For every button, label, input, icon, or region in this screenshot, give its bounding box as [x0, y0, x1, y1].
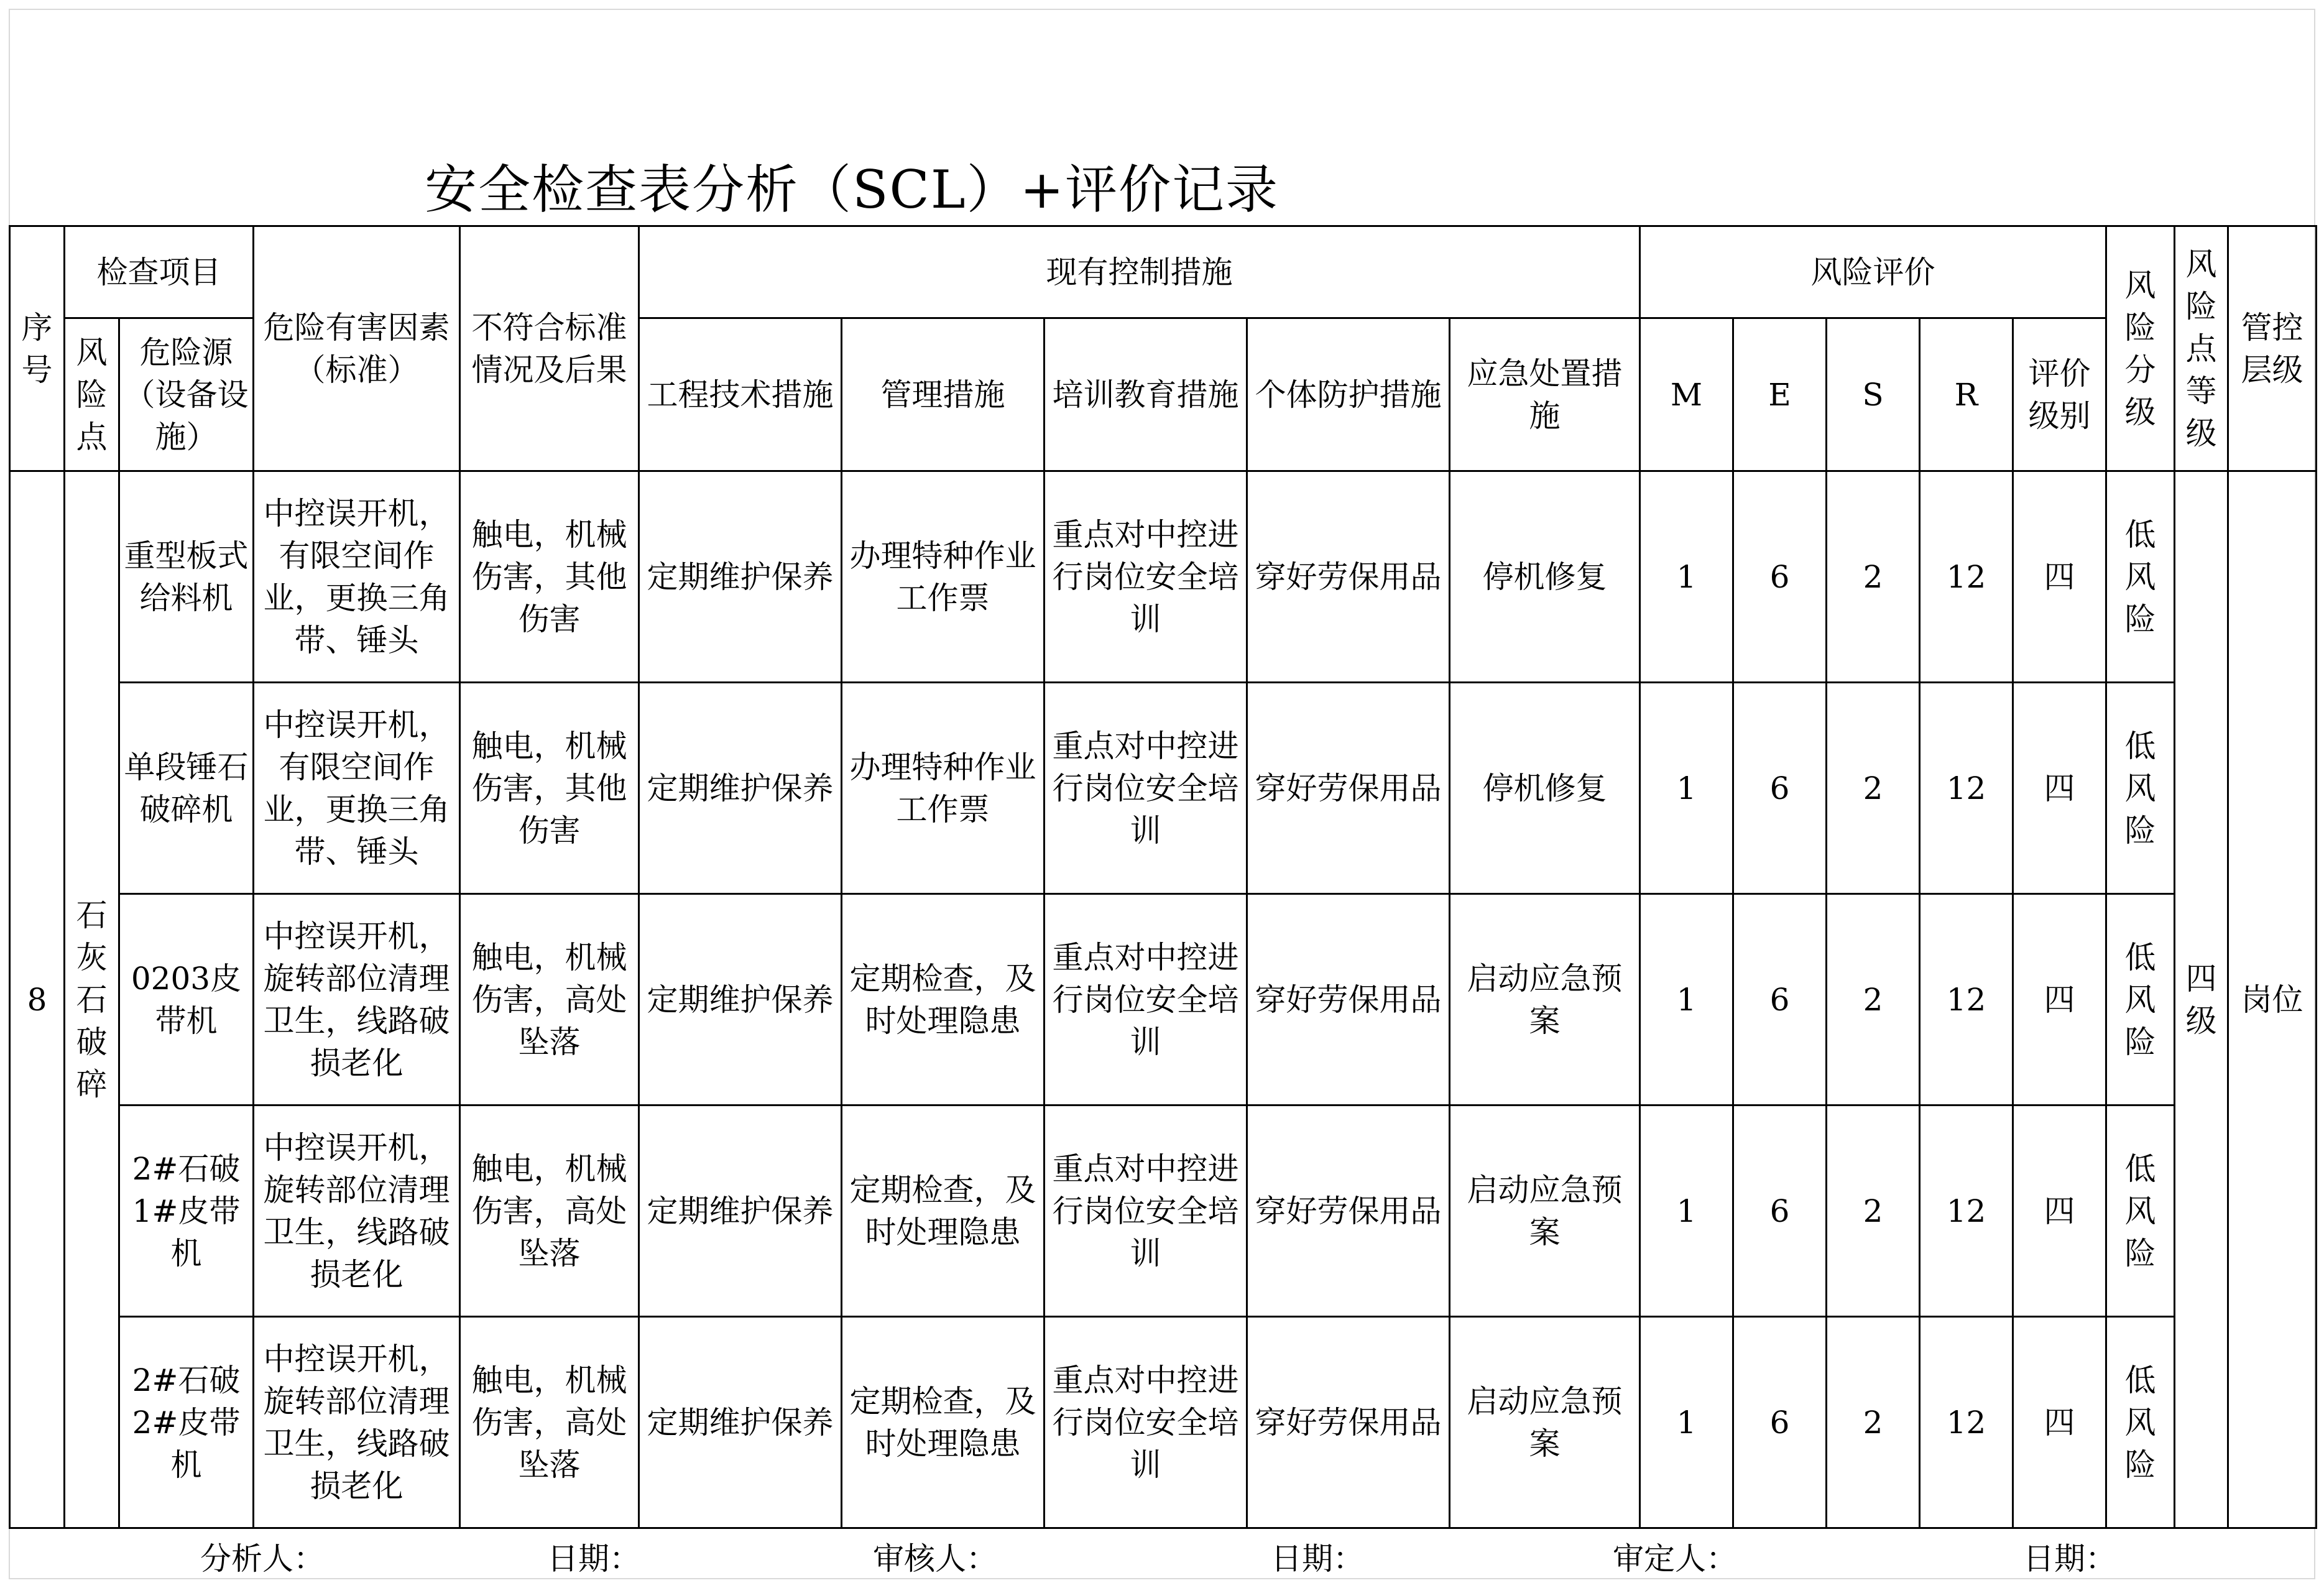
document-title: 安全检查表分析（SCL）+评价记录 [425, 159, 1279, 220]
cell-emergency: 启动应急预案 [1450, 1106, 1640, 1317]
cell-management: 办理特种作业工作票 [842, 471, 1044, 683]
cell-m: 1 [1640, 1106, 1733, 1317]
header-hazard-source: 危险源（设备设施） [119, 318, 254, 471]
cell-ppe: 穿好劳保用品 [1247, 1317, 1450, 1528]
cell-r: 12 [1920, 1106, 2013, 1317]
cell-s: 2 [1827, 1317, 1920, 1528]
cell-nonconformity: 触电，机械伤害，高处坠落 [460, 1317, 639, 1528]
cell-emergency: 启动应急预案 [1450, 894, 1640, 1106]
cell-training: 重点对中控进行岗位安全培训 [1044, 1106, 1247, 1317]
group-control-level: 岗位 [2228, 471, 2317, 1528]
cell-risk-class: 低风险 [2106, 1106, 2175, 1317]
header-e: E [1733, 318, 1827, 471]
cell-risk-class: 低风险 [2106, 1317, 2175, 1528]
cell-management: 定期检查，及时处理隐患 [842, 1317, 1044, 1528]
header-nonconformity: 不符合标准情况及后果 [460, 226, 639, 471]
header-training: 培训教育措施 [1044, 318, 1247, 471]
cell-ppe: 穿好劳保用品 [1247, 894, 1450, 1106]
cell-s: 2 [1827, 894, 1920, 1106]
cell-hazard-source: 2#石破2#皮带机 [119, 1317, 254, 1528]
cell-hazard-factor: 中控误开机，旋转部位清理卫生，线路破损老化 [254, 1317, 460, 1528]
cell-hazard-source: 单段锤石破碎机 [119, 683, 254, 894]
header-risk-class: 风险分级 [2106, 226, 2175, 471]
date-label-2: 日期： [1271, 1541, 1364, 1577]
header-hazard-factor: 危险有害因素（标准） [254, 226, 460, 471]
date-label-1: 日期： [547, 1541, 640, 1577]
cell-training: 重点对中控进行岗位安全培训 [1044, 471, 1247, 683]
cell-management: 定期检查，及时处理隐患 [842, 894, 1044, 1106]
cell-risk-class: 低风险 [2106, 683, 2175, 894]
table-row [10, 1106, 2317, 1317]
cell-s: 2 [1827, 471, 1920, 683]
header-emergency: 应急处置措施 [1450, 318, 1640, 471]
header-eval-level: 评价级别 [2013, 318, 2106, 471]
approver-label: 审定人： [1613, 1541, 1737, 1577]
header-engineering: 工程技术措施 [639, 318, 842, 471]
cell-r: 12 [1920, 683, 2013, 894]
header-risk-point: 风险点 [65, 318, 119, 471]
cell-e: 6 [1733, 894, 1827, 1106]
cell-engineering: 定期维护保养 [639, 683, 842, 894]
analyst-label: 分析人： [200, 1541, 325, 1577]
header-check-item: 检查项目 [65, 226, 254, 318]
cell-engineering: 定期维护保养 [639, 894, 842, 1106]
cell-e: 6 [1733, 683, 1827, 894]
cell-training: 重点对中控进行岗位安全培训 [1044, 1317, 1247, 1528]
header-row-1 [10, 226, 2317, 318]
cell-management: 办理特种作业工作票 [842, 683, 1044, 894]
signature-footer [9, 1531, 2315, 1587]
cell-hazard-source: 2#石破1#皮带机 [119, 1106, 254, 1317]
cell-eval-level: 四 [2013, 1317, 2106, 1528]
cell-nonconformity: 触电，机械伤害，高处坠落 [460, 894, 639, 1106]
cell-engineering: 定期维护保养 [639, 471, 842, 683]
cell-e: 6 [1733, 1317, 1827, 1528]
cell-r: 12 [1920, 471, 2013, 683]
header-risk-eval: 风险评价 [1640, 226, 2106, 318]
cell-s: 2 [1827, 1106, 1920, 1317]
date-label-3: 日期： [2023, 1541, 2116, 1577]
table-row [10, 894, 2317, 1106]
cell-eval-level: 四 [2013, 683, 2106, 894]
cell-eval-level: 四 [2013, 1106, 2106, 1317]
group-seq: 8 [10, 471, 65, 1528]
cell-emergency: 停机修复 [1450, 471, 1640, 683]
group-risk-point-grade: 四级 [2175, 471, 2228, 1528]
header-ppe: 个体防护措施 [1247, 318, 1450, 471]
header-r: R [1920, 318, 2013, 471]
cell-e: 6 [1733, 471, 1827, 683]
cell-nonconformity: 触电，机械伤害，高处坠落 [460, 1106, 639, 1317]
cell-r: 12 [1920, 1317, 2013, 1528]
cell-emergency: 启动应急预案 [1450, 1317, 1640, 1528]
cell-risk-class: 低风险 [2106, 894, 2175, 1106]
header-management: 管理措施 [842, 318, 1044, 471]
cell-hazard-factor: 中控误开机，有限空间作业，更换三角带、锤头 [254, 683, 460, 894]
header-risk-point-grade: 风险点等级 [2175, 226, 2228, 471]
cell-r: 12 [1920, 894, 2013, 1106]
cell-engineering: 定期维护保养 [639, 1317, 842, 1528]
cell-emergency: 停机修复 [1450, 683, 1640, 894]
cell-m: 1 [1640, 894, 1733, 1106]
cell-m: 1 [1640, 1317, 1733, 1528]
cell-e: 6 [1733, 1106, 1827, 1317]
header-control-level: 管控层级 [2228, 226, 2317, 471]
table-row [10, 683, 2317, 894]
cell-hazard-factor: 中控误开机，有限空间作业，更换三角带、锤头 [254, 471, 460, 683]
cell-risk-class: 低风险 [2106, 471, 2175, 683]
header-seq: 序号 [10, 226, 65, 471]
group-risk-point: 石灰石破碎 [65, 471, 119, 1528]
cell-m: 1 [1640, 471, 1733, 683]
cell-training: 重点对中控进行岗位安全培训 [1044, 894, 1247, 1106]
cell-hazard-factor: 中控误开机，旋转部位清理卫生，线路破损老化 [254, 894, 460, 1106]
cell-nonconformity: 触电，机械伤害，其他伤害 [460, 683, 639, 894]
cell-hazard-source: 重型板式给料机 [119, 471, 254, 683]
header-existing-controls: 现有控制措施 [639, 226, 1640, 318]
cell-engineering: 定期维护保养 [639, 1106, 842, 1317]
cell-training: 重点对中控进行岗位安全培训 [1044, 683, 1247, 894]
cell-ppe: 穿好劳保用品 [1247, 683, 1450, 894]
cell-ppe: 穿好劳保用品 [1247, 1106, 1450, 1317]
cell-management: 定期检查，及时处理隐患 [842, 1106, 1044, 1317]
reviewer-label: 审核人： [873, 1541, 997, 1577]
cell-ppe: 穿好劳保用品 [1247, 471, 1450, 683]
table-row [10, 471, 2317, 683]
table-row [10, 1317, 2317, 1528]
header-m: M [1640, 318, 1733, 471]
header-s: S [1827, 318, 1920, 471]
cell-eval-level: 四 [2013, 471, 2106, 683]
cell-nonconformity: 触电，机械伤害，其他伤害 [460, 471, 639, 683]
cell-hazard-factor: 中控误开机，旋转部位清理卫生，线路破损老化 [254, 1106, 460, 1317]
scl-table [9, 225, 2317, 1529]
cell-hazard-source: 0203皮带机 [119, 894, 254, 1106]
cell-s: 2 [1827, 683, 1920, 894]
cell-m: 1 [1640, 683, 1733, 894]
cell-eval-level: 四 [2013, 894, 2106, 1106]
